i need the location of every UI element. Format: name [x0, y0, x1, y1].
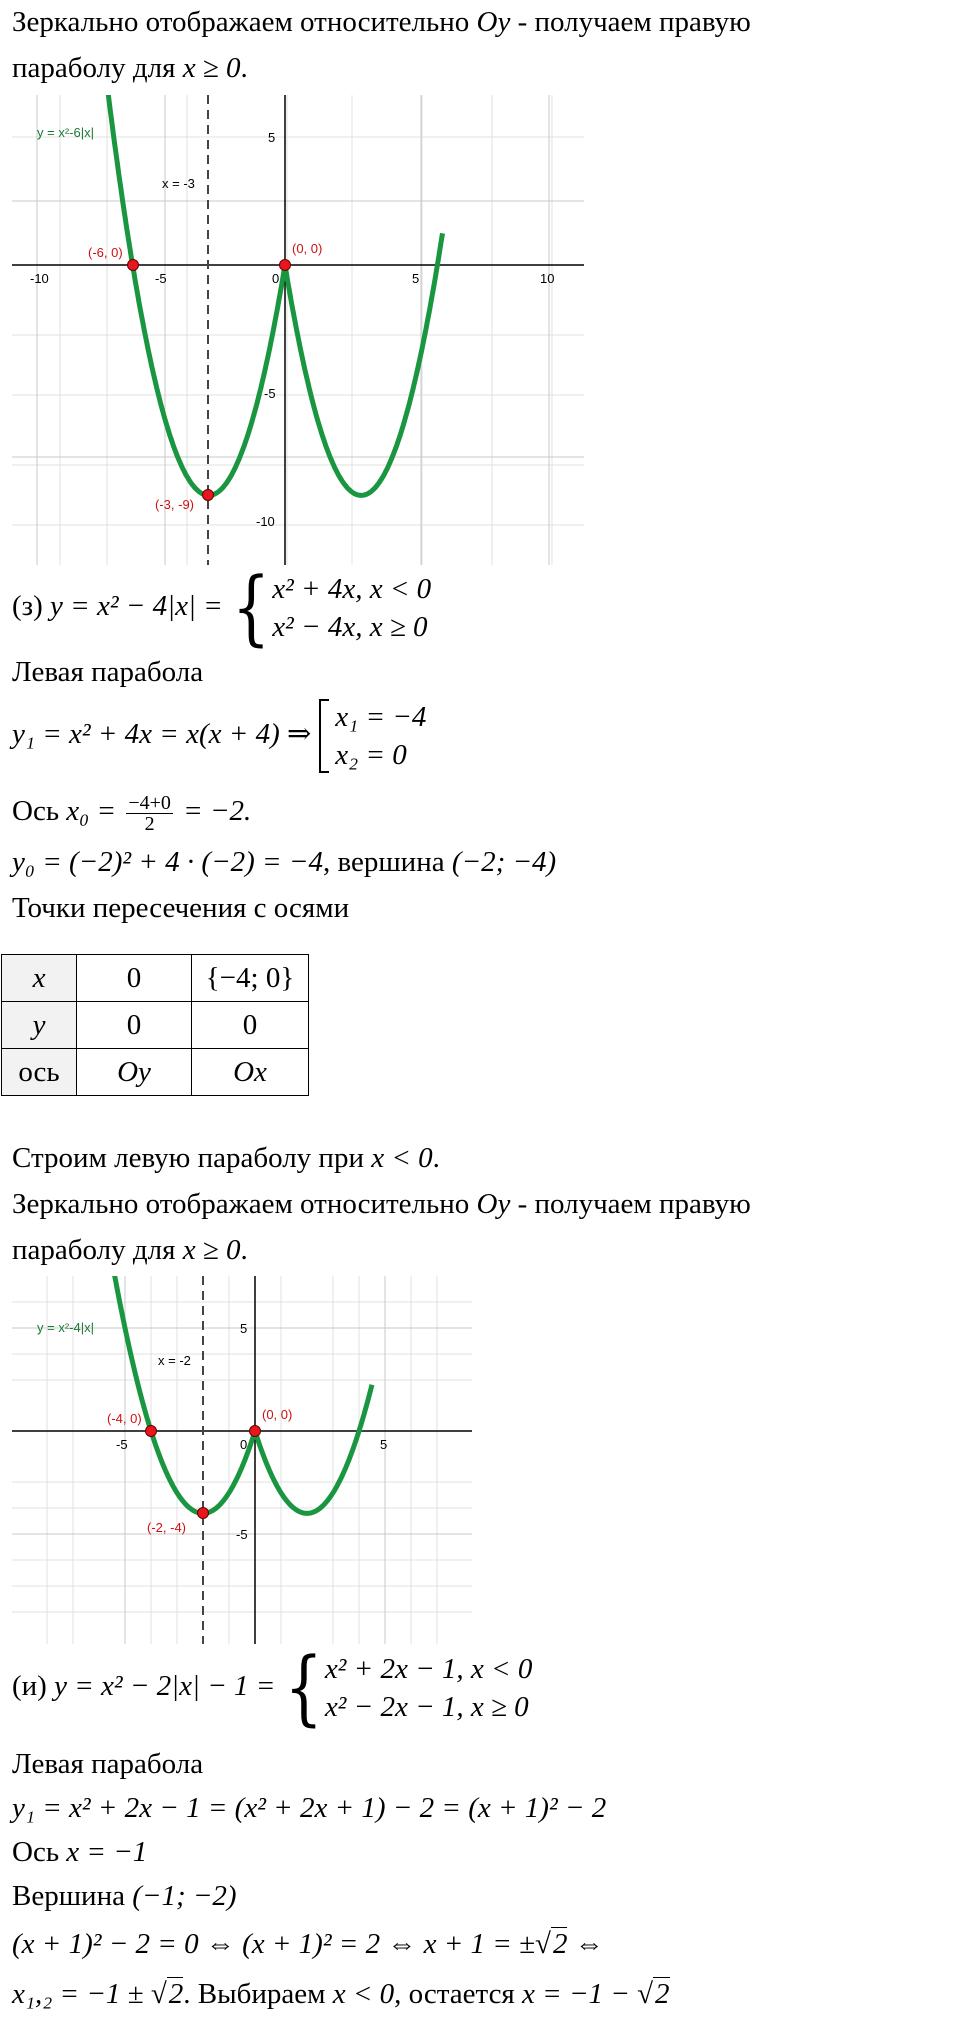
formula-i-vertex	[12, 1876, 237, 1916]
x-tick-label: -5	[155, 271, 167, 286]
formula-y1-roots	[12, 696, 426, 774]
root-2: x₂ = 0	[335, 739, 407, 772]
text-fragment: .	[432, 1142, 440, 1174]
text-line-mirror-3	[12, 1184, 751, 1224]
math-fragment: y₀ = (−2)² + 4 · (−2) = −4	[12, 846, 323, 878]
table-row	[2, 1049, 309, 1096]
text-build-left	[12, 1138, 440, 1178]
text-fragment: Строим левую параболу при	[12, 1142, 372, 1174]
math-fragment: Oy	[476, 6, 511, 38]
text-fragment: , остается	[394, 1978, 523, 2010]
table-row	[2, 1002, 309, 1049]
point-label: (-6, 0)	[88, 245, 123, 260]
symmetry-label: x = -3	[162, 176, 195, 191]
math-fragment: x = −1 −	[522, 1978, 638, 2010]
math-fragment: (−1; −2)	[132, 1880, 237, 1912]
x-tick-label: 10	[540, 271, 555, 286]
case-2: x² − 2x − 1, x ≥ 0	[324, 1691, 529, 1724]
table-cell: Oy	[77, 1049, 192, 1096]
text-fragment: - получаем правую	[510, 6, 751, 38]
function-label: y = x²-6|x|	[37, 125, 94, 140]
point-vertex	[203, 490, 214, 501]
sqrt-sign: √	[150, 1978, 167, 2010]
x-tick-label: -5	[116, 1437, 128, 1452]
text-fragment: .	[240, 52, 248, 84]
point-label: (-2, -4)	[147, 1520, 186, 1535]
x-tick-label: 5	[412, 271, 420, 286]
sqrt-radicand: 2	[168, 1978, 184, 2010]
math-fragment: x < 0	[371, 1142, 433, 1174]
text-fragment: . Выбираем	[183, 1978, 333, 2010]
math-fragment: x ≥ 0	[182, 1234, 241, 1266]
table-header-cell: y	[2, 1002, 77, 1049]
symmetry-label: x = -2	[158, 1353, 191, 1368]
text-fragment: Ось	[12, 795, 67, 827]
item-label: (и)	[12, 1670, 55, 1702]
function-label: y = x²-4|x|	[37, 1320, 94, 1335]
fraction-numerator: −4+0	[128, 791, 171, 814]
table-header-cell: ось	[2, 1049, 77, 1096]
text-intersections: Точки пересечения с осями	[12, 892, 350, 924]
roots-cases	[335, 698, 426, 774]
case-1: x² + 2x − 1, x < 0	[324, 1653, 533, 1686]
left-brace: {	[284, 1641, 323, 1736]
point-label: (-3, -9)	[155, 497, 194, 512]
piecewise-cases	[272, 570, 431, 646]
table-cell: 0	[192, 1002, 309, 1049]
point-root-left	[128, 260, 139, 271]
y-tick-label: -5	[264, 386, 276, 401]
point-vertex	[198, 1508, 209, 1519]
math-fragment: Oy	[476, 1188, 511, 1220]
formula-i-axis	[12, 1832, 147, 1872]
point-origin	[250, 1426, 261, 1437]
formula-z	[12, 561, 432, 656]
root-1: x₁ = −4	[335, 701, 427, 734]
left-brace: {	[232, 561, 271, 656]
piecewise-cases	[325, 1650, 533, 1726]
text-fragment: - получаем правую	[510, 1188, 751, 1220]
fraction	[126, 793, 173, 834]
sqrt-sign: √	[535, 1928, 551, 1960]
point-label: (-4, 0)	[107, 1411, 142, 1426]
math-fragment: (−2; −4)	[451, 846, 557, 878]
y-tick-label: 5	[268, 130, 276, 145]
y-tick-label: -10	[256, 514, 275, 529]
point-label: (0, 0)	[292, 241, 323, 256]
math-fragment: = −2.	[175, 795, 252, 827]
table-cell: {−4; 0}	[192, 955, 309, 1002]
graph-2-svg	[12, 1276, 472, 1644]
text-left-parabola: Левая парабола	[12, 656, 204, 688]
point-label: (0, 0)	[262, 1407, 293, 1422]
graph-1-svg	[12, 95, 584, 565]
table-cell: Ox	[192, 1049, 309, 1096]
square-bracket	[319, 699, 329, 773]
point-origin	[280, 260, 291, 271]
sqrt-radicand: 2	[552, 1928, 568, 1960]
formula-i-solve	[12, 1924, 604, 1964]
table-header-cell: x	[2, 955, 77, 1002]
formula-i-y1: y₁ = x² + 2x − 1 = (x² + 2x + 1) − 2 = (x + 1)² − 2	[12, 1792, 607, 1824]
case-1: x² + 4x, x < 0	[272, 573, 432, 606]
text-fragment: параболу для	[12, 52, 183, 84]
x-tick-label: -10	[30, 271, 49, 286]
parabola-curve	[107, 95, 442, 495]
y-tick-label: -5	[236, 1527, 248, 1542]
text-line-mirror-1	[12, 2, 751, 42]
text-fragment: .	[240, 1234, 248, 1266]
math-fragment: ⇔	[567, 1928, 604, 1960]
key-points	[107, 1407, 292, 1535]
text-fragment: Вершина	[12, 1880, 133, 1912]
text-fragment: Ось	[12, 1836, 67, 1868]
y-tick-label: 5	[240, 1321, 248, 1336]
text-fragment: параболу для	[12, 1234, 183, 1266]
x-tick-label: 5	[380, 1437, 388, 1452]
math-fragment: x < 0	[332, 1978, 395, 2010]
formula-i-roots	[12, 1974, 670, 2014]
text-line-mirror-4	[12, 1230, 248, 1270]
case-2: x² − 4x, x ≥ 0	[272, 611, 428, 644]
math-fragment: x = −1	[66, 1836, 148, 1868]
point-root-left	[146, 1426, 157, 1437]
math-fragment: y = x² − 2|x| − 1 =	[54, 1670, 283, 1702]
table-row	[2, 955, 309, 1002]
math-fragment: x ≥ 0	[182, 52, 241, 84]
item-label: (з)	[12, 590, 51, 622]
math-fragment: y = x² − 4|x| =	[50, 590, 230, 622]
formula-axis-x0	[12, 786, 251, 836]
fraction-denominator: 2	[144, 812, 155, 835]
text-fragment: , вершина	[322, 846, 452, 878]
table-cell: 0	[77, 955, 192, 1002]
intersections-table	[1, 954, 309, 1096]
math-fragment: x₀ =	[66, 795, 124, 827]
graph-x2-6absx	[12, 95, 584, 565]
table-cell: 0	[77, 1002, 192, 1049]
formula-i	[12, 1641, 533, 1736]
text-line-mirror-2	[12, 48, 248, 88]
graph-x2-4absx	[12, 1276, 472, 1644]
sqrt-sign: √	[637, 1978, 654, 2010]
x-tick-label: 0	[240, 1437, 248, 1452]
math-fragment: y₁ = x² + 4x = x(x + 4) ⇒	[12, 718, 312, 750]
formula-y0-vertex	[12, 842, 556, 882]
sqrt-radicand: 2	[655, 1978, 670, 2010]
text-fragment: Зеркально отображаем относительно	[12, 1188, 477, 1220]
text-fragment: Зеркально отображаем относительно	[12, 6, 477, 38]
text-left-parabola-2: Левая парабола	[12, 1748, 204, 1780]
x-tick-label: 0	[272, 271, 280, 286]
math-fragment: x₁,₂ = −1 ±	[12, 1978, 151, 2010]
math-fragment: (x + 1)² − 2 = 0 ⇔ (x + 1)² = 2 ⇔ x + 1 = ±	[12, 1928, 536, 1960]
